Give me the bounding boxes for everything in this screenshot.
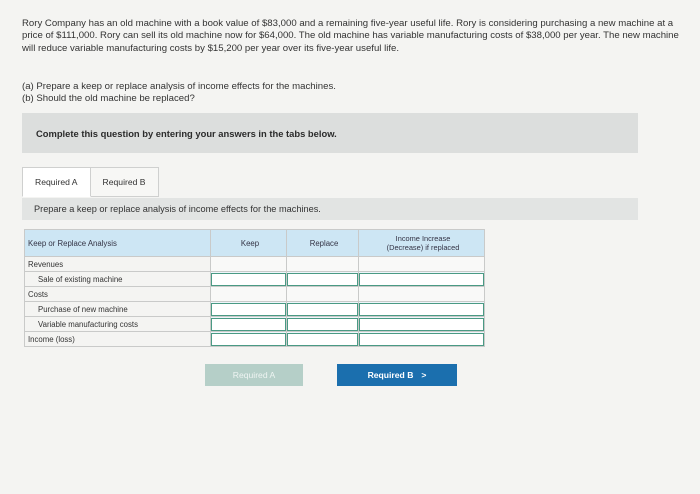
replace-sale-input[interactable]	[287, 273, 358, 286]
cell-blank	[359, 257, 485, 272]
income-purchase-input[interactable]	[359, 303, 484, 316]
header-income-change	[359, 230, 485, 257]
tab-required-b[interactable]: Required B	[91, 167, 159, 197]
table-row	[25, 302, 485, 317]
income-variable-input[interactable]	[359, 318, 484, 331]
question-parts	[22, 81, 336, 106]
income-total-input[interactable]	[359, 333, 484, 346]
keep-sale-input[interactable]	[211, 273, 286, 286]
table-row	[25, 287, 485, 302]
keep-income-input[interactable]	[211, 333, 286, 346]
tab-instruction-text: Prepare a keep or replace analysis of income effects for the machines.	[34, 204, 321, 214]
cell-blank	[211, 257, 287, 272]
row-label-purchase-new: Purchase of new machine	[25, 302, 211, 317]
row-label-costs: Costs	[25, 287, 211, 302]
table-header-row	[25, 230, 485, 257]
table-row	[25, 272, 485, 287]
table-row	[25, 332, 485, 347]
replace-purchase-input[interactable]	[287, 303, 358, 316]
header-income-line2: (Decrease) if replaced	[386, 243, 460, 252]
keep-purchase-input[interactable]	[211, 303, 286, 316]
replace-variable-input[interactable]	[287, 318, 358, 331]
cell-blank	[287, 257, 359, 272]
row-label-variable-costs: Variable manufacturing costs	[25, 317, 211, 332]
header-income-line1: Income Increase	[395, 234, 451, 243]
table-row	[25, 317, 485, 332]
header-analysis: Keep or Replace Analysis	[25, 230, 211, 257]
row-label-revenues: Revenues	[25, 257, 211, 272]
previous-tab-button[interactable]	[205, 364, 303, 386]
row-label-sale-old: Sale of existing machine	[25, 272, 211, 287]
row-label-income: Income (loss)	[25, 332, 211, 347]
income-sale-input[interactable]	[359, 273, 484, 286]
tab-required-a[interactable]: Required A	[22, 167, 91, 197]
chevron-right-icon: >	[421, 370, 427, 380]
next-tab-label: Required B	[367, 370, 414, 380]
cell-blank	[359, 287, 485, 302]
part-a-text: (a) Prepare a keep or replace analysis of income effects for the machines.	[22, 81, 336, 92]
table-row	[25, 257, 485, 272]
part-b-text: (b) Should the old machine be replaced?	[22, 93, 195, 105]
tab-bar	[22, 167, 159, 197]
tab-instruction	[22, 198, 638, 220]
next-tab-button[interactable]	[337, 364, 457, 386]
replace-income-input[interactable]	[287, 333, 358, 346]
header-replace: Replace	[287, 230, 359, 257]
keep-variable-input[interactable]	[211, 318, 286, 331]
cell-blank	[211, 287, 287, 302]
previous-tab-label: Required A	[232, 370, 276, 380]
instructions-banner	[22, 113, 638, 153]
header-keep: Keep	[211, 230, 287, 257]
problem-statement: Rory Company has an old machine with a book value of $83,000 and a remaining five-year useful life. Rory is considering purchasing a new machine at a price of $111,000. Rory can sell its old machine now for $64,000. The old machine has variable manufacturing costs of $38,000 per year. The new machine will reduce variable manufacturing costs by $15,200 per year over its five-year useful life.	[22, 18, 679, 54]
cell-blank	[287, 287, 359, 302]
banner-text: Complete this question by entering your answers in the tabs below.	[36, 127, 337, 139]
keep-replace-table	[24, 229, 485, 347]
